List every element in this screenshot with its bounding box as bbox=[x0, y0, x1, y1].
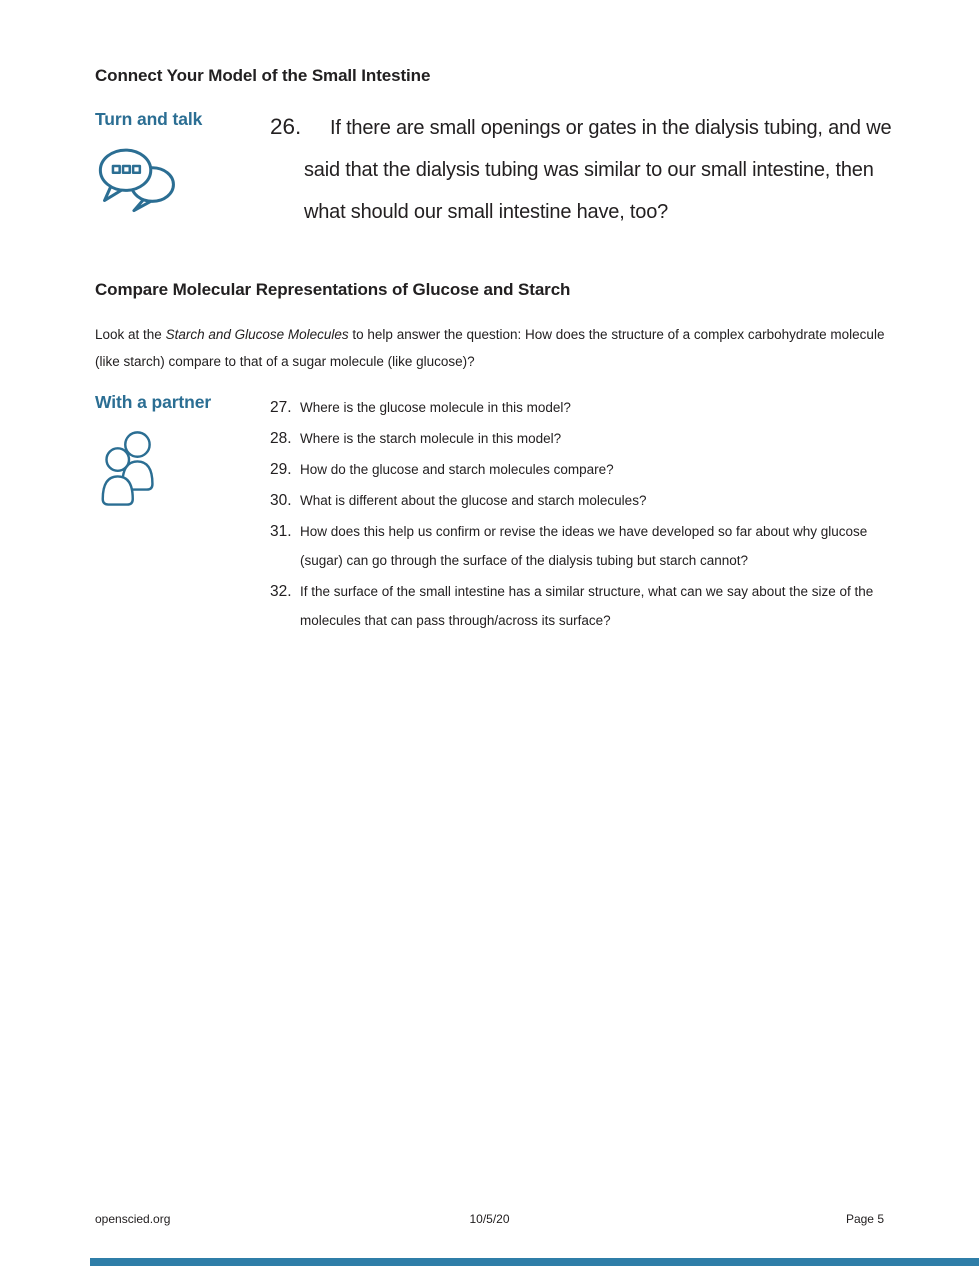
question-26 bbox=[270, 107, 896, 233]
question-32-number: 32. bbox=[270, 583, 292, 600]
speech-bubbles-icon bbox=[97, 145, 265, 224]
question-29 bbox=[270, 455, 920, 484]
question-28-number: 28. bbox=[270, 430, 292, 447]
page-footer bbox=[0, 1212, 979, 1228]
question-28-text: Where is the starch molecule in this model? bbox=[300, 431, 562, 446]
with-a-partner-sidebar bbox=[95, 392, 265, 512]
question-26-number: 26. bbox=[270, 114, 302, 139]
question-30 bbox=[270, 486, 920, 515]
question-29-text: How do the glucose and starch molecules compare? bbox=[300, 462, 614, 477]
question-31-number: 31. bbox=[270, 523, 292, 540]
two-people-icon bbox=[99, 429, 265, 512]
footer-accent-bar bbox=[90, 1258, 979, 1266]
question-32-text: If the surface of the small intestine has a similar structure, what can we say about the size of the molecules that can pass through/across its surface? bbox=[300, 584, 874, 628]
intro-paragraph bbox=[95, 321, 895, 375]
question-28 bbox=[270, 424, 920, 453]
activity-label-turn-and-talk: Turn and talk bbox=[95, 109, 203, 129]
question-30-number: 30. bbox=[270, 492, 292, 509]
intro-text-italic-title: Starch and Glucose Molecules bbox=[165, 327, 349, 342]
intro-text-prefix: Look at the bbox=[95, 327, 166, 342]
footer-page-number: Page 5 bbox=[845, 1212, 884, 1226]
question-31 bbox=[270, 517, 920, 575]
turn-and-talk-sidebar bbox=[95, 109, 265, 224]
question-31-text: How does this help us confirm or revise the ideas we have developed so far about why glucose (sugar) can go through the surface of the dialysis tubing but starch cannot? bbox=[300, 524, 868, 568]
footer-date: 10/5/20 bbox=[469, 1212, 510, 1226]
question-29-number: 29. bbox=[270, 461, 292, 478]
question-27 bbox=[270, 393, 920, 422]
question-30-text: What is different about the glucose and starch molecules? bbox=[300, 493, 647, 508]
intro-text-suffix: to help answer the question: How does the structure of a complex carbohydrate molecule (like starch) compare to that of a sugar molecule (like glucose)? bbox=[95, 327, 885, 369]
partner-questions-list bbox=[270, 393, 920, 637]
section-heading-connect-model: Connect Your Model of the Small Intestine bbox=[95, 66, 431, 85]
activity-label-with-a-partner: With a partner bbox=[95, 392, 212, 412]
question-27-number: 27. bbox=[270, 399, 292, 416]
question-26-text: If there are small openings or gates in the dialysis tubing, and we said that the dialysis tubing was similar to our small intestine, then what should our small intestine have, too? bbox=[304, 117, 892, 223]
section-heading-compare-representations: Compare Molecular Representations of Glucose and Starch bbox=[95, 280, 571, 299]
footer-site-url: openscied.org bbox=[95, 1212, 171, 1226]
question-32 bbox=[270, 577, 920, 635]
question-27-text: Where is the glucose molecule in this model? bbox=[300, 400, 571, 415]
